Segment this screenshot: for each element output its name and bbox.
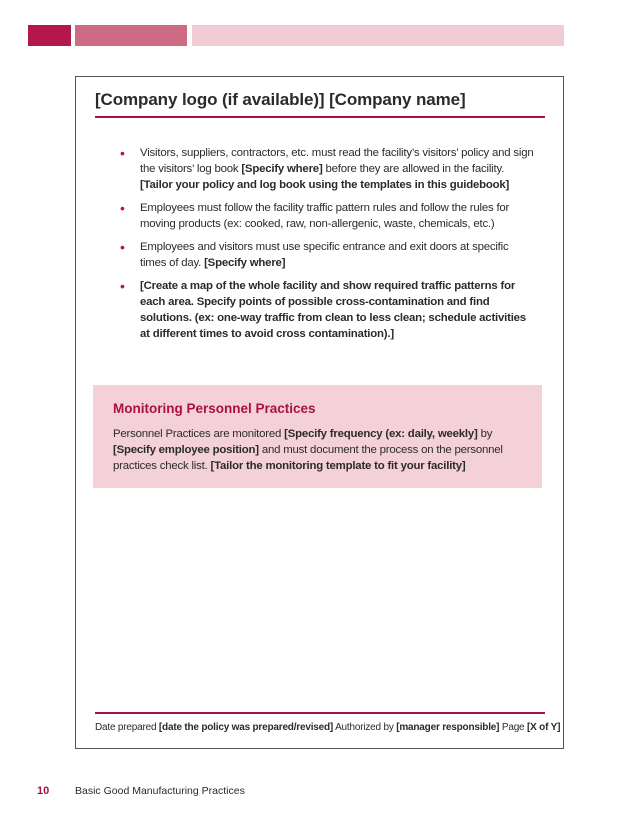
authorized-by-placeholder: [manager responsible] xyxy=(396,722,500,733)
monitoring-placeholder: [Specify employee position] xyxy=(113,444,259,456)
bullet-placeholder: [Tailor your policy and log book using the templates in this guidebook] xyxy=(140,179,510,191)
footer-rule xyxy=(95,712,545,714)
bullet-text: Employees must follow the facility traffic pattern rules and follow the rules for moving products (ex: cooked, raw, non-allergenic, waste, chemicals, etc.) xyxy=(140,202,510,230)
monitoring-placeholder: [Specify frequency (ex: daily, weekly] xyxy=(284,428,478,440)
bullet-placeholder: [Specify where] xyxy=(241,163,323,175)
header-band-light xyxy=(192,25,564,46)
list-item xyxy=(115,145,535,193)
bullet-placeholder: [Create a map of the whole facility and show required traffic patterns for each area. Specify points of possible cross-contamination and find solutions. (ex: one-way traffic from clean to less clean; schedule activities at different times to avoid cross contamination).] xyxy=(140,280,526,340)
monitoring-title: Monitoring Personnel Practices xyxy=(113,401,316,416)
header-band-dark xyxy=(28,25,71,46)
list-item xyxy=(115,239,535,271)
date-prepared-placeholder: [date the policy was prepared/revised] xyxy=(158,722,334,733)
footer-line: Date prepared [date the policy was prepared/revised] Authorized by [manager responsible] Page [X of Y] xyxy=(95,722,561,733)
list-item xyxy=(115,278,535,342)
policy-bullet-list xyxy=(115,145,535,349)
running-title: Basic Good Manufacturing Practices xyxy=(75,785,245,797)
bullet-placeholder: [Specify where] xyxy=(204,257,286,269)
company-heading: [Company logo (if available)] [Company name] xyxy=(95,90,466,109)
bullet-text: Employees and visitors must use specific entrance and exit doors at specific times of day. xyxy=(140,241,509,269)
bullet-text: Visitors, suppliers, contractors, etc. must read the facility’s visitors’ policy and sign the visitors’ log book xyxy=(140,147,534,175)
monitoring-placeholder: [Tailor the monitoring template to fit your facility] xyxy=(210,460,466,472)
header-band-medium xyxy=(75,25,187,46)
monitoring-text: Personnel Practices are monitored [Specify frequency (ex: daily, weekly] by [Specify employee position] and must document the process on the personnel practices check list. [Tailor the monitoring template to fit your facility] xyxy=(113,428,503,472)
heading-rule xyxy=(95,116,545,118)
list-item xyxy=(115,200,535,232)
page-of-placeholder: [X of Y] xyxy=(527,722,561,733)
page-number: 10 xyxy=(37,785,50,797)
bullet-text: before they are allowed in the facility. xyxy=(322,163,505,175)
